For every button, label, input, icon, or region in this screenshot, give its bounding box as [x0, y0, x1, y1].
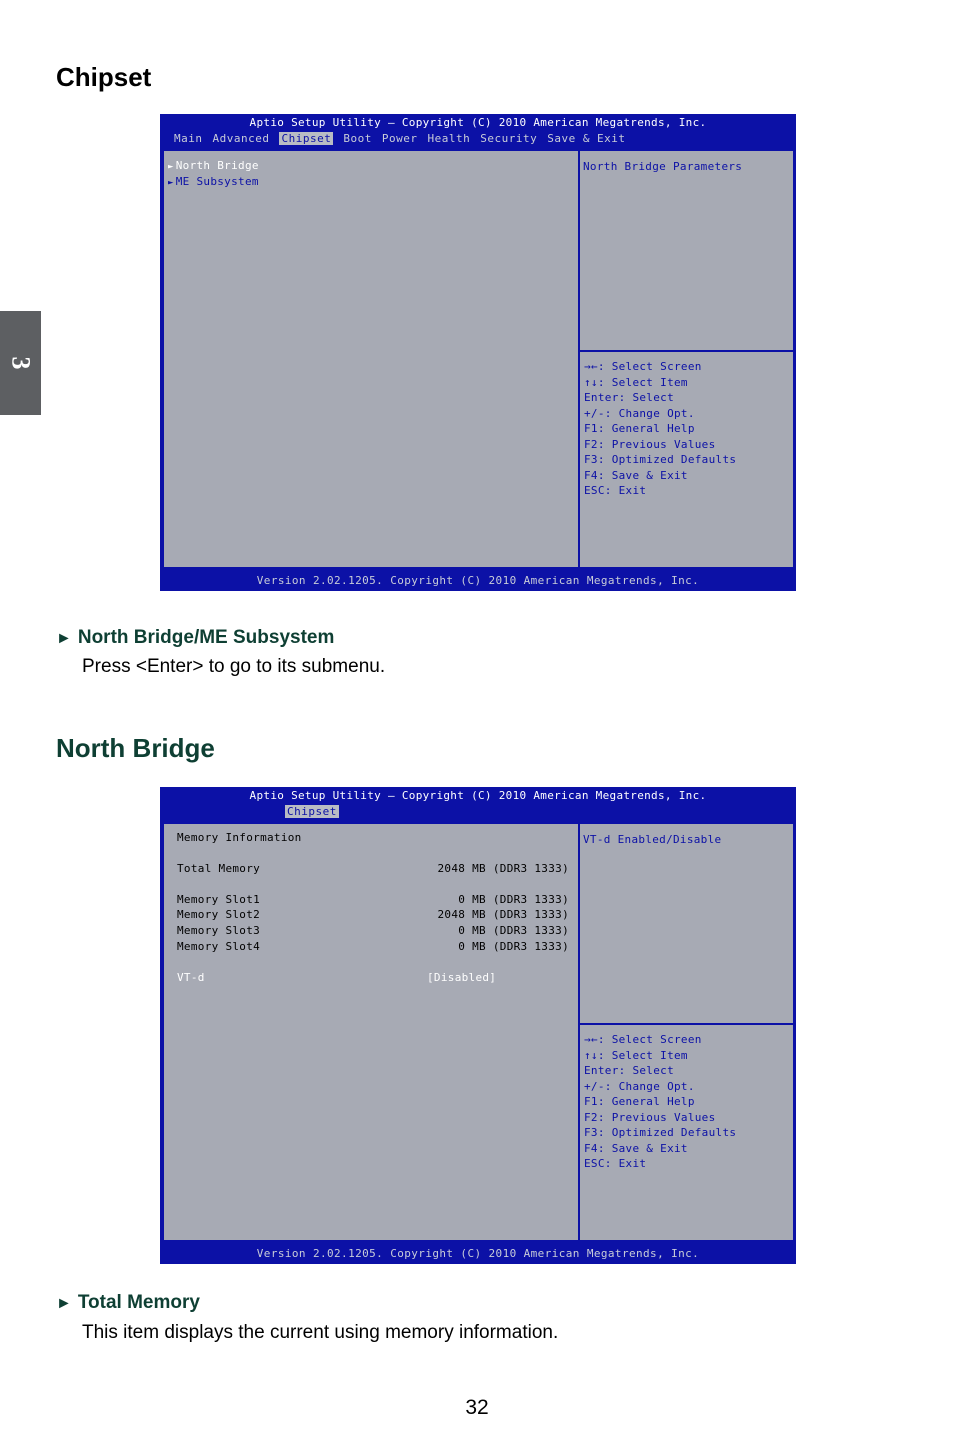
bios-body	[162, 149, 795, 569]
item-me-subsystem[interactable]	[168, 175, 259, 188]
key-f3: F3: Optimized Defaults	[584, 453, 737, 466]
key-f2: F2: Previous Values	[584, 1110, 716, 1124]
arrow-right-icon: ►	[168, 162, 174, 172]
bios-title: Aptio Setup Utility – Copyright (C) 2010 American Megatrends, Inc.	[249, 789, 707, 802]
menu-chipset[interactable]: Chipset	[281, 132, 332, 145]
key-select-screen: →←: Select Screen	[584, 1033, 702, 1046]
slot-label: Memory Slot1	[177, 893, 261, 906]
menu-boot[interactable]: Boot	[343, 132, 372, 145]
bios-body	[162, 822, 795, 1242]
bios-title: Aptio Setup Utility – Copyright (C) 2010 American Megatrends, Inc.	[249, 116, 707, 129]
slot-label: Memory Slot2	[177, 908, 261, 921]
bullet-total-memory	[56, 1292, 200, 1314]
bullet-north-bridge-me	[56, 627, 334, 649]
memory-information-label: Memory Information	[177, 831, 302, 844]
key-select-item: ↑↓: Select Item	[584, 1048, 688, 1062]
help-panel	[580, 824, 793, 1025]
memory-slot-row	[177, 940, 569, 953]
vtd-row[interactable]	[177, 971, 497, 984]
item-north-bridge[interactable]	[168, 159, 259, 172]
menu-save-exit[interactable]: Save & Exit	[547, 132, 626, 145]
bullet-description: Press <Enter> to go to its submenu.	[82, 656, 386, 677]
bios-footer: Version 2.02.1205. Copyright (C) 2010 American Megatrends, Inc.	[256, 574, 700, 587]
menu-health[interactable]: Health	[427, 132, 471, 145]
key-f1: F1: General Help	[584, 422, 695, 435]
key-select-screen: →←: Select Screen	[584, 360, 702, 373]
vtd-value[interactable]: [Disabled]	[427, 971, 497, 984]
bios-left-pane	[164, 824, 580, 1240]
arrow-right-icon: ►	[168, 178, 174, 188]
key-esc: ESC: Exit	[584, 1157, 647, 1170]
bullet-description: This item displays the current using memory information.	[82, 1322, 559, 1343]
bullet-triangle-icon: ►	[56, 630, 72, 647]
bios-right-pane	[580, 151, 793, 567]
help-text: North Bridge Parameters	[583, 160, 743, 173]
item-label: North Bridge	[175, 159, 259, 172]
bios-left-pane	[164, 151, 580, 567]
help-panel	[580, 151, 793, 352]
chapter-tab	[0, 311, 41, 415]
total-memory-value: 2048 MB (DDR3 1333)	[437, 862, 569, 875]
help-text: VT-d Enabled/Disable	[583, 833, 722, 846]
slot-value: 0 MB (DDR3 1333)	[458, 940, 569, 953]
key-legend	[584, 359, 736, 499]
bios-menu-bar	[285, 805, 349, 818]
memory-slot-row	[177, 924, 569, 937]
slot-label: Memory Slot4	[177, 940, 261, 953]
bullet-title: North Bridge/ME Subsystem	[77, 627, 335, 648]
key-f1: F1: General Help	[584, 1095, 695, 1108]
key-enter: Enter: Select	[584, 391, 674, 404]
key-legend	[584, 1032, 736, 1172]
bios-footer: Version 2.02.1205. Copyright (C) 2010 American Megatrends, Inc.	[256, 1247, 700, 1260]
memory-slot-row	[177, 893, 569, 906]
bios-screen-north-bridge	[160, 787, 796, 1264]
page-number: 32	[465, 1396, 489, 1419]
chapter-number: 3	[6, 356, 36, 370]
bullet-title: Total Memory	[77, 1292, 200, 1313]
slot-label: Memory Slot3	[177, 924, 261, 937]
key-change-opt: +/-: Change Opt.	[584, 406, 695, 420]
total-memory-row	[177, 862, 569, 875]
key-f2: F2: Previous Values	[584, 437, 716, 451]
menu-chipset[interactable]: Chipset	[287, 805, 337, 818]
slot-value: 2048 MB (DDR3 1333)	[437, 908, 569, 921]
menu-main[interactable]: Main	[174, 132, 203, 145]
north-bridge-heading: North Bridge	[56, 733, 215, 763]
chipset-heading: Chipset	[56, 62, 152, 92]
bios-menu-bar	[174, 132, 636, 145]
menu-security[interactable]: Security	[480, 132, 538, 145]
key-enter: Enter: Select	[584, 1064, 674, 1077]
slot-value: 0 MB (DDR3 1333)	[458, 924, 569, 937]
key-f3: F3: Optimized Defaults	[584, 1126, 737, 1139]
menu-advanced[interactable]: Advanced	[212, 132, 270, 145]
key-f4: F4: Save & Exit	[584, 468, 688, 482]
memory-slot-row	[177, 908, 569, 921]
total-memory-label: Total Memory	[177, 862, 261, 875]
slot-value: 0 MB (DDR3 1333)	[458, 893, 569, 906]
menu-power[interactable]: Power	[381, 132, 418, 145]
key-select-item: ↑↓: Select Item	[584, 375, 688, 389]
key-f4: F4: Save & Exit	[584, 1141, 688, 1155]
bullet-triangle-icon: ►	[56, 1295, 72, 1312]
key-esc: ESC: Exit	[584, 484, 647, 497]
item-label: ME Subsystem	[175, 175, 259, 188]
bios-right-pane	[580, 824, 793, 1240]
key-change-opt: +/-: Change Opt.	[584, 1079, 695, 1093]
vtd-label: VT-d	[177, 971, 205, 984]
bios-screen-chipset	[160, 114, 796, 591]
